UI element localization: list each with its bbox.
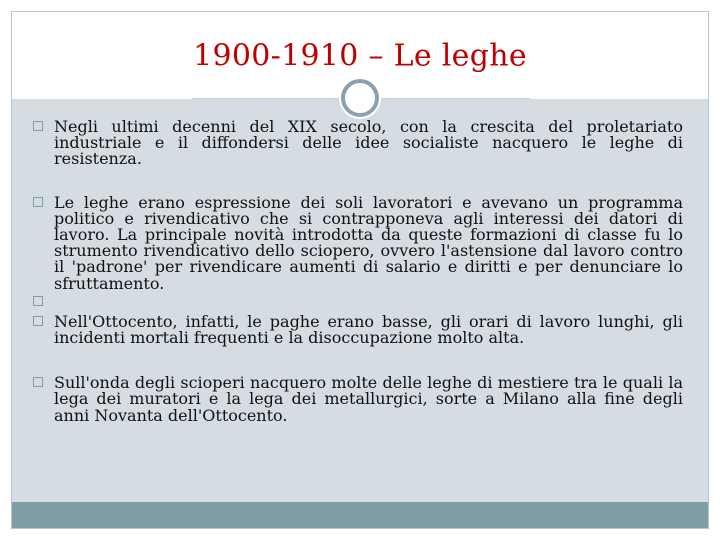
ring-ornament-icon [341,79,379,117]
bullet-item [33,375,683,424]
bullet-item [33,119,683,168]
bullet-list [33,119,683,424]
bullet-box-icon [33,316,43,326]
bullet-text: Sull'onda degli scioperi nacquero molte delle leghe di mestiere tra le quali la lega dei muratori e la lega dei metallurgici, sorte a Milano alla fine degli anni Novanta dell'Ottocento. [54,373,683,425]
bullet-text: Nell'Ottocento, infatti, le paghe erano basse, gli orari di lavoro lunghi, gli incidenti mortali frequenti e la disoccupazione molto alta. [54,311,683,348]
bullet-box-icon [33,121,43,131]
bullet-box-icon [33,377,43,387]
slide-title: 1900-1910 – Le leghe [193,38,527,74]
bullet-item [33,192,683,293]
footer-band [12,502,708,528]
bullet-item [33,311,683,348]
bullet-box-icon [33,197,43,207]
bullet-box-icon [33,296,43,306]
bullet-text: Le leghe erano espressione dei soli lavoratori e avevano un programma politico e rivendicativo che si contrapponeva agli interessi dei datori di lavoro. La principale novità introdotta da queste formazioni di classe fu lo strumento rivendicativo dello sciopero, ovvero l'astensione dal lavoro contro il 'padrone' per rivendicare aumenti di salario e diritti e per denunciare lo sfruttamento. [54,192,683,293]
bullet-text: Negli ultimi decenni del XIX secolo, con la crescita del proletariato industriale e il diffondersi delle idee socialiste nacquero le leghe di resistenza. [54,117,683,169]
bullet-item-empty [33,294,683,310]
